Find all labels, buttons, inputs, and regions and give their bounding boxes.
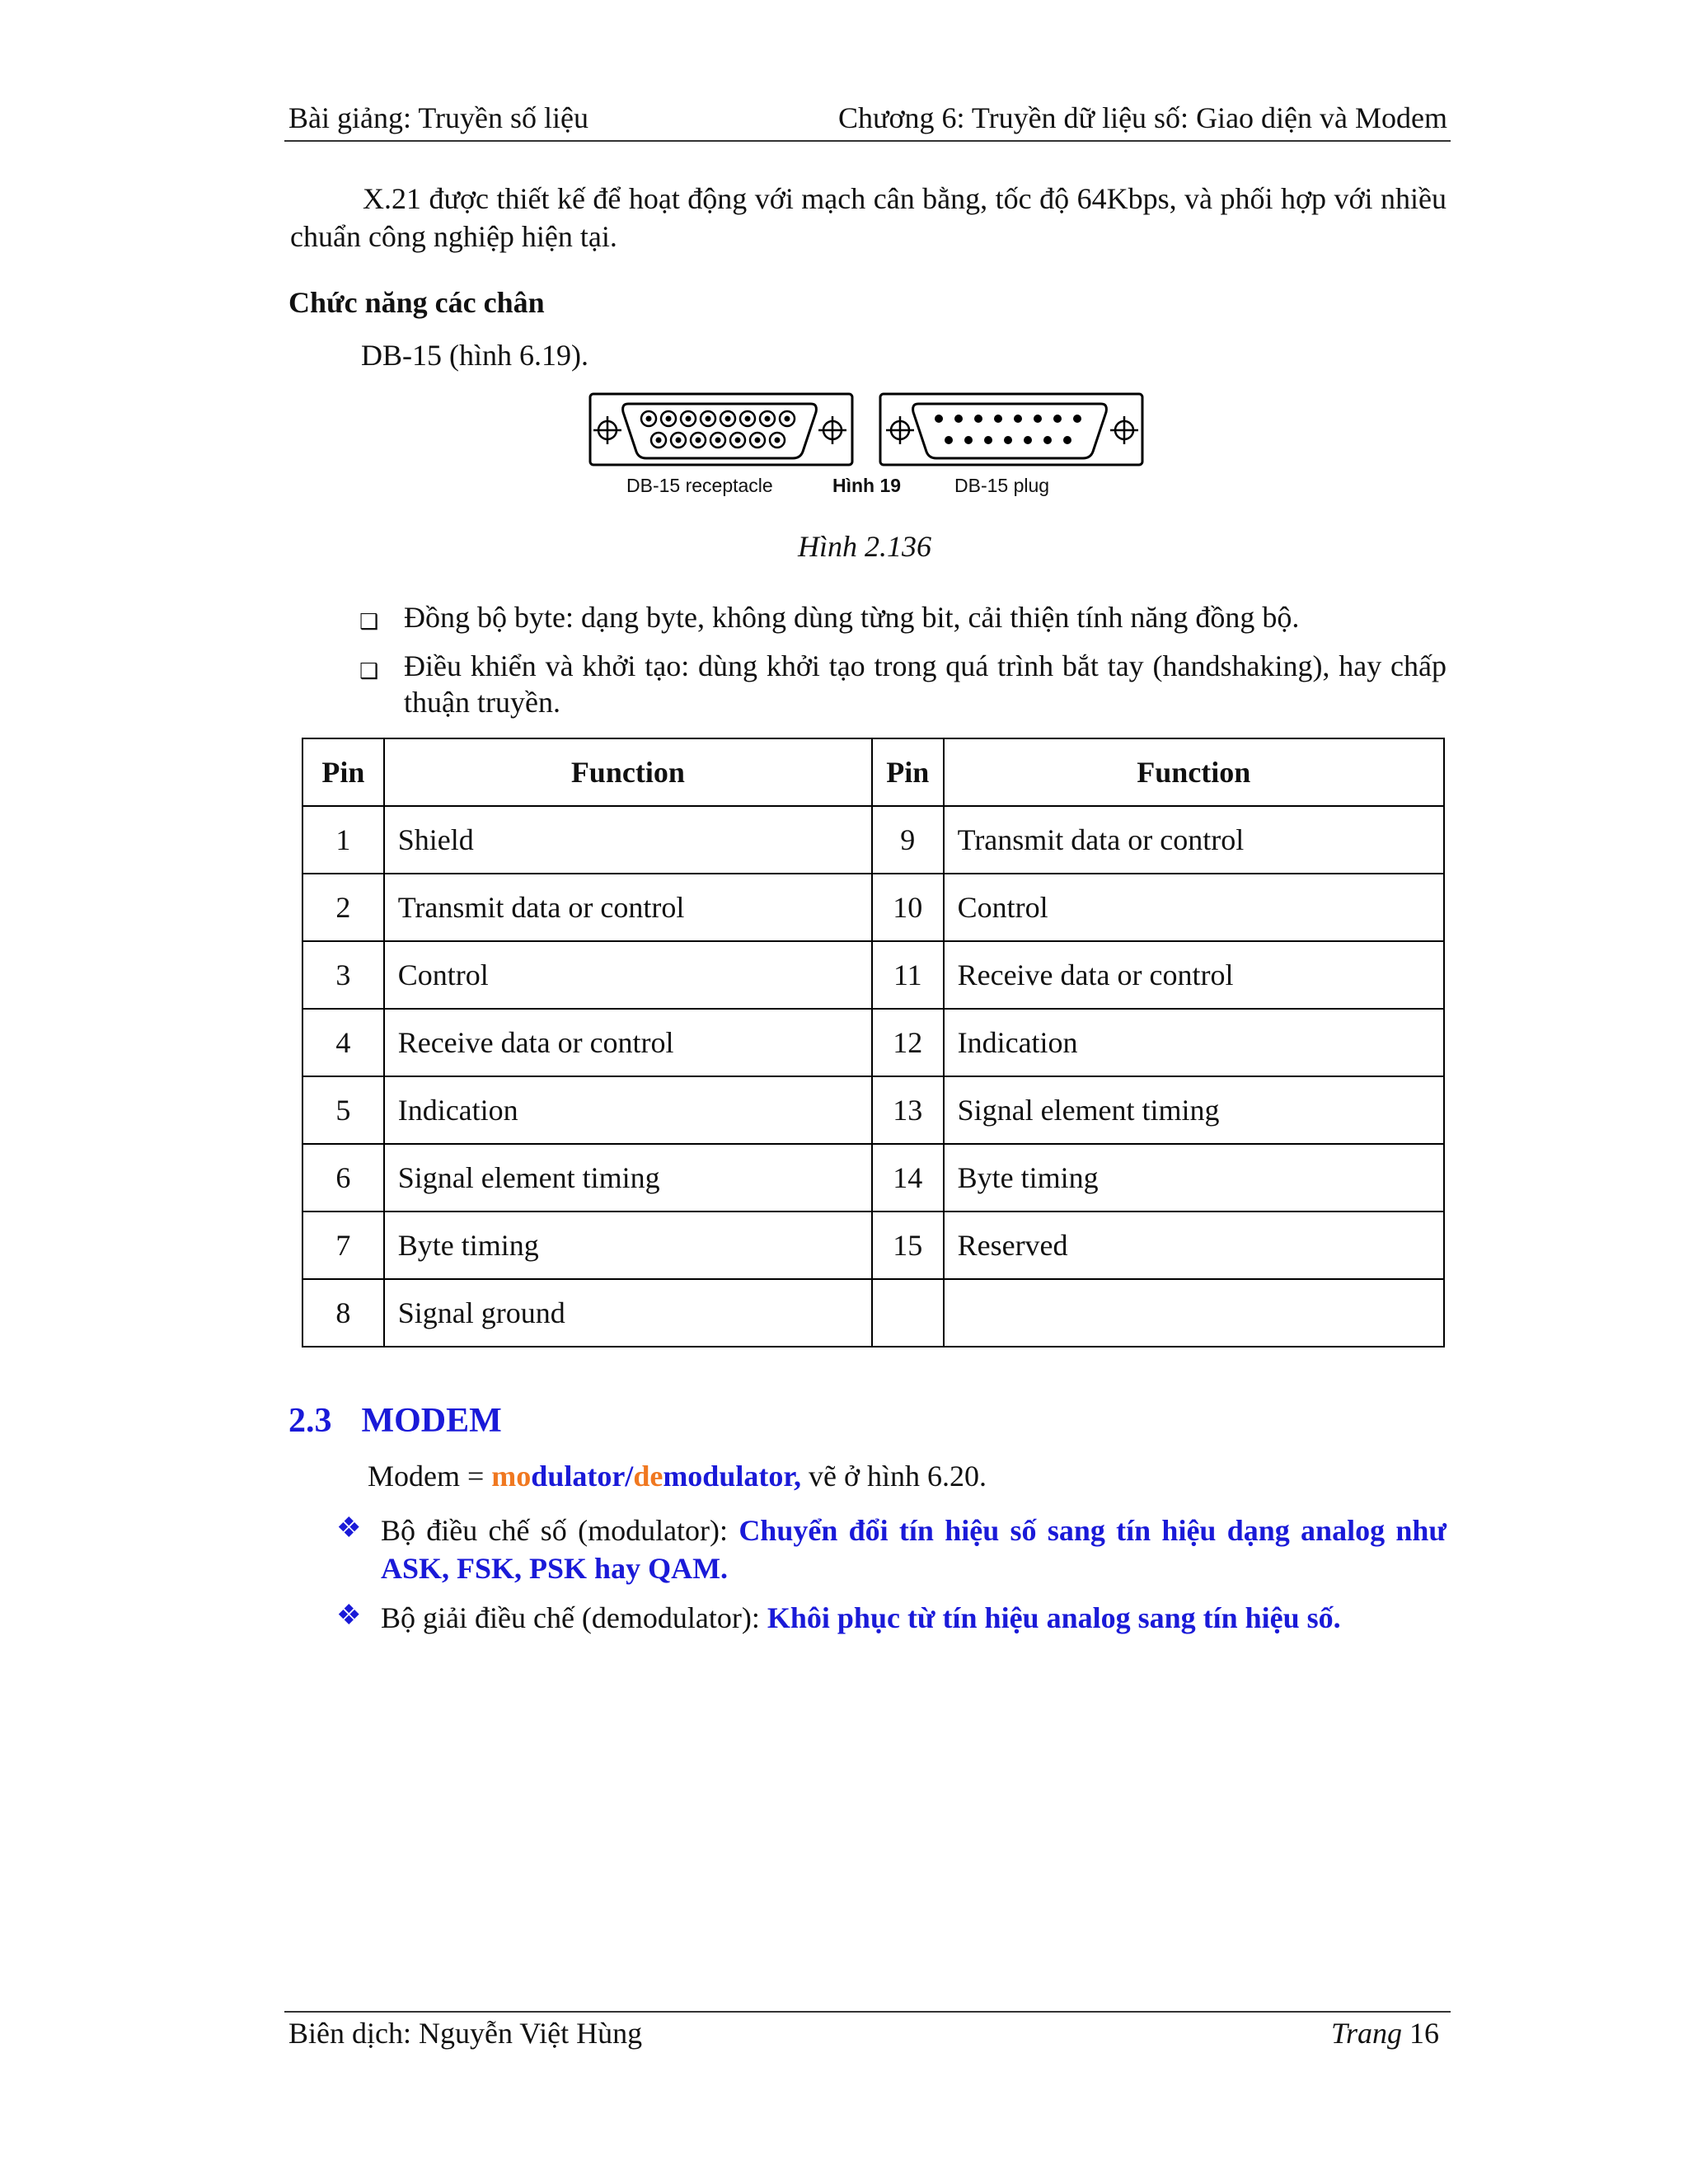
pin-number: 8: [302, 1279, 384, 1347]
figure-caption: Hình 2.136: [798, 530, 931, 563]
db15-receptacle-icon: [590, 394, 852, 465]
bullet-item: Đồng bộ byte: dạng byte, không dùng từng bit, cải thiện tính năng đồng bộ.: [404, 601, 1300, 634]
definition-de: de: [633, 1460, 663, 1493]
diamond-bullet-icon: ❖: [336, 1513, 362, 1544]
pin-function: Signal element timing: [944, 1076, 1444, 1144]
pin-number: 10: [872, 874, 944, 941]
modem-item-highlight: Khôi phục từ tín hiệu analog sang tín hiệu số.: [767, 1601, 1341, 1634]
page-number-value: 16: [1409, 2017, 1439, 2050]
pin-number: 4: [302, 1009, 384, 1076]
pin-function: Receive data or control: [944, 941, 1444, 1009]
pin-number: 12: [872, 1009, 944, 1076]
definition-dulator: dulator/: [531, 1460, 634, 1493]
pin-function: Byte timing: [944, 1144, 1444, 1212]
definition-suffix: vẽ ở hình 6.20.: [801, 1460, 987, 1493]
pin-function: [944, 1279, 1444, 1347]
pin-number: [872, 1279, 944, 1347]
section-heading-modem: [288, 1401, 502, 1441]
section-number: 2.3: [288, 1402, 332, 1440]
pin-function: Signal element timing: [384, 1144, 872, 1212]
table-row: [302, 941, 1444, 1009]
page-word: Trang: [1330, 2017, 1402, 2050]
pin-function: Transmit data or control: [384, 874, 872, 941]
table-row: [302, 1076, 1444, 1144]
header-left: Bài giảng: Truyền số liệu: [288, 101, 589, 134]
page-number: [1331, 2016, 1439, 2050]
table-row: [302, 806, 1444, 874]
pin-number: 1: [302, 806, 384, 874]
footer-left: Biên dịch: Nguyễn Việt Hùng: [288, 2017, 643, 2050]
pin-function: Reserved: [944, 1212, 1444, 1279]
table-row: [302, 1212, 1444, 1279]
pin-function: Indication: [384, 1076, 872, 1144]
plug-label: DB-15 plug: [954, 475, 1050, 496]
figure-label: Hình 19: [832, 475, 902, 496]
pin-number: 11: [872, 941, 944, 1009]
pin-number: 5: [302, 1076, 384, 1144]
section-title: MODEM: [361, 1402, 502, 1440]
pin-number: 13: [872, 1076, 944, 1144]
pin-number: 7: [302, 1212, 384, 1279]
table-header-row: [302, 738, 1444, 806]
pin-function: Signal ground: [384, 1279, 872, 1347]
modem-definition: [368, 1459, 987, 1493]
modem-item: [381, 1511, 1447, 1587]
footer-rule: [284, 2011, 1451, 2013]
header-right: Chương 6: Truyền dữ liệu số: Giao diện và Modem: [837, 101, 1447, 134]
db15-plug-icon: [880, 394, 1142, 465]
pin-number: 14: [872, 1144, 944, 1212]
table-row: [302, 1009, 1444, 1076]
table-row: [302, 1144, 1444, 1212]
table-row: [302, 1279, 1444, 1347]
pin-function: Transmit data or control: [944, 806, 1444, 874]
pin-function: Receive data or control: [384, 1009, 872, 1076]
section-heading: Chức năng các chân: [288, 286, 545, 319]
intro-paragraph: X.21 được thiết kế để hoạt động với mạch cân bằng, tốc độ 64Kbps, và phối hợp với nhiều chuẩn công nghiệp hiện tại.: [290, 182, 1447, 253]
section-subtext: DB-15 (hình 6.19).: [361, 339, 588, 372]
modem-item-highlight: Chuyển đổi tín hiệu số sang tín hiệu dạng analog như ASK, FSK, PSK hay QAM.: [381, 1514, 1447, 1585]
receptacle-label: DB-15 receptacle: [626, 475, 773, 496]
pin-number: 15: [872, 1212, 944, 1279]
definition-modulator: modulator,: [663, 1460, 802, 1493]
pin-number: 3: [302, 941, 384, 1009]
modem-item-label: Bộ giải điều chế (demodulator):: [381, 1601, 767, 1634]
square-bullet-icon: ❑: [359, 610, 379, 634]
pin-function: Shield: [384, 806, 872, 874]
column-header-function: Function: [384, 738, 872, 806]
diamond-bullet-icon: ❖: [336, 1601, 362, 1631]
bullet-item: Điều khiển và khởi tạo: dùng khởi tạo trong quá trình bắt tay (handshaking), hay chấp thuận truyền.: [404, 649, 1447, 719]
pin-function: Control: [944, 874, 1444, 941]
pin-number: 9: [872, 806, 944, 874]
column-header-pin: Pin: [302, 738, 384, 806]
modem-item: [381, 1599, 1447, 1637]
pin-function: Control: [384, 941, 872, 1009]
pin-function-table: [302, 738, 1445, 1347]
definition-prefix: Modem =: [368, 1460, 492, 1493]
column-header-pin: Pin: [872, 738, 944, 806]
table-row: [302, 874, 1444, 941]
pin-function: Indication: [944, 1009, 1444, 1076]
square-bullet-icon: ❑: [359, 659, 379, 683]
column-header-function: Function: [944, 738, 1444, 806]
pin-number: 2: [302, 874, 384, 941]
pin-function: Byte timing: [384, 1212, 872, 1279]
modem-item-label: Bộ điều chế số (modulator):: [381, 1514, 739, 1547]
header-rule: [284, 140, 1451, 142]
definition-mo: mo: [491, 1460, 532, 1493]
pin-number: 6: [302, 1144, 384, 1212]
